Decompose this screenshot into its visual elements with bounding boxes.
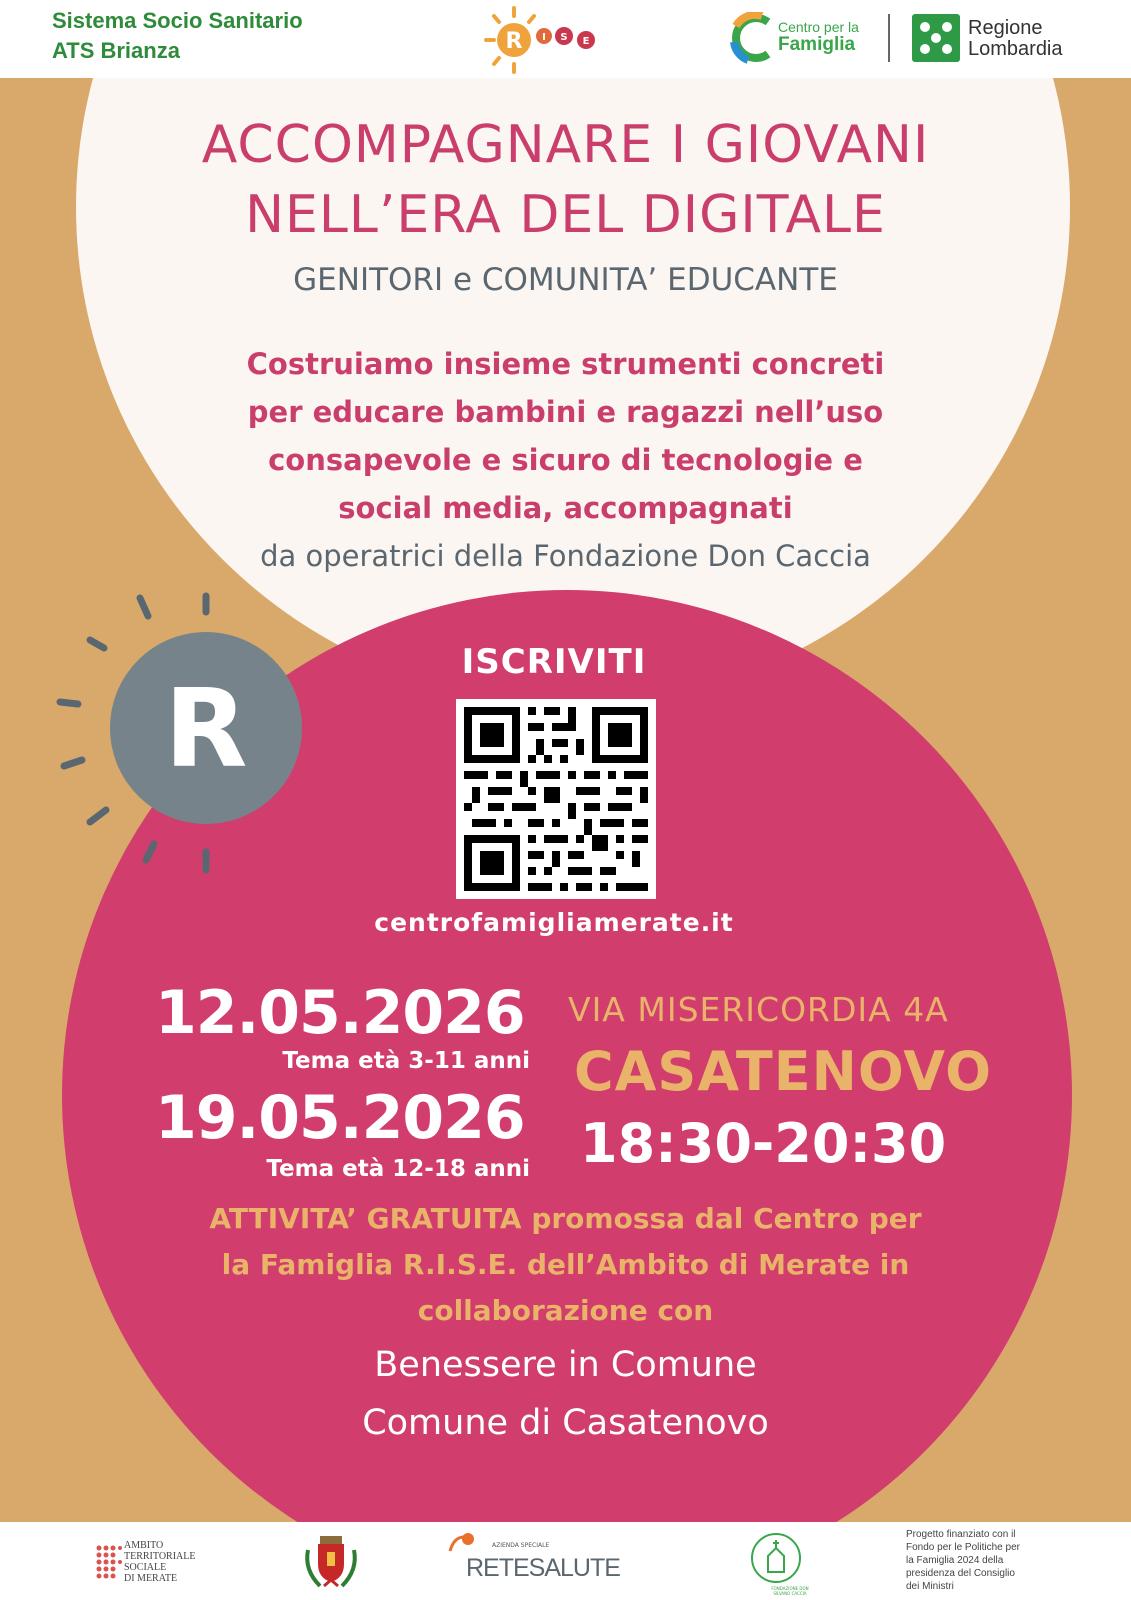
centro-famiglia-icon (728, 12, 774, 64)
rise-letter-s: S (560, 32, 568, 43)
ambito-line1: AMBITO (124, 1540, 164, 1551)
project-funding-note (906, 1528, 1056, 1593)
ambito-line2: TERRITORIALE (124, 1551, 196, 1562)
event-title (0, 110, 1131, 250)
retesalute-logo-text: RETESALUTE (466, 1554, 620, 1582)
ambito-dots-icon (96, 1545, 122, 1585)
header-divider (888, 14, 890, 62)
partners-list (0, 1336, 1131, 1452)
rise-letter-e: E (582, 36, 590, 47)
event-theme-2: Tema età 12-18 anni (266, 1156, 530, 1182)
event-theme-1: Tema età 3-11 anni (282, 1048, 530, 1074)
ambito-line3: SOCIALE (124, 1562, 167, 1573)
retesalute-swoosh-icon (446, 1531, 476, 1553)
regione-lombardia-icon (912, 14, 960, 62)
casatenovo-crest-icon (300, 1530, 362, 1592)
ambito-line4: DI MERATE (124, 1573, 178, 1584)
promo-line3: collaborazione con (417, 1294, 714, 1327)
partner-1: Benessere in Comune (374, 1345, 757, 1385)
cpf-line1: Centro per la (778, 19, 859, 35)
rise-sun-icon (56, 590, 316, 890)
retesalute-caption: AZIENDA SPECIALE (492, 1542, 550, 1549)
rise-letter-i: I (542, 32, 546, 43)
event-time: 18:30-20:30 (580, 1112, 947, 1175)
centro-famiglia-logo-text (778, 18, 859, 54)
ambito-logo-text (124, 1540, 195, 1584)
description-line2: per educare bambini e ragazzi nell’uso (247, 395, 884, 429)
register-label: ISCRIVITI (461, 642, 647, 682)
project-note-line4: presidenza del Consiglio (906, 1568, 1015, 1579)
event-description (0, 340, 1131, 580)
regione-lombardia-logo-text (968, 18, 1063, 60)
project-note-line3: la Famiglia 2024 della (906, 1555, 1004, 1566)
registration-url[interactable]: centrofamigliamerate.it (374, 908, 734, 937)
project-note-line1: Progetto finanziato con il (906, 1529, 1016, 1540)
ats-line2: ATS Brianza (52, 38, 180, 63)
sun-letter: R (164, 667, 248, 792)
promo-text (0, 1196, 1131, 1334)
cpf-line2: Famiglia (778, 34, 856, 55)
registration-qr-code[interactable] (456, 699, 656, 899)
regione-line2: Lombardia (968, 38, 1063, 60)
description-line3: consapevole e sicuro di tecnologie e (268, 443, 863, 477)
event-city: CASATENOVO (574, 1040, 993, 1103)
ats-line1: Sistema Socio Sanitario (52, 8, 303, 33)
title-line2: NELL’ERA DEL DIGITALE (245, 185, 886, 245)
partner-2: Comune di Casatenovo (362, 1403, 769, 1443)
title-line1: ACCOMPAGNARE I GIOVANI (201, 115, 930, 175)
description-line4: social media, accompagnati (338, 491, 793, 525)
project-note-line2: Fondo per le Politiche per (906, 1542, 1020, 1553)
event-date-2: 19.05.2026 (155, 1083, 525, 1153)
fondazione-church-icon (746, 1532, 806, 1588)
ats-brianza-logo (52, 6, 303, 66)
event-date-1: 12.05.2026 (155, 978, 525, 1048)
promo-line1: ATTIVITA’ GRATUITA promossa dal Centro per (209, 1202, 922, 1235)
description-line1: Costruiamo insieme strumenti concreti (246, 347, 885, 381)
event-subtitle: GENITORI e COMUNITA’ EDUCANTE (293, 262, 838, 298)
project-note-line5: dei Ministri (906, 1581, 954, 1592)
description-line5: da operatrici della Fondazione Don Caccia (260, 539, 871, 573)
qr-code-graphic (456, 699, 656, 899)
event-address: VIA MISERICORDIA 4A (568, 990, 949, 1029)
rise-letter-r: R (505, 29, 523, 54)
regione-line1: Regione (968, 17, 1043, 39)
promo-line2: la Famiglia R.I.S.E. dell’Ambito di Merate in (221, 1248, 910, 1281)
fondazione-logo-text: FONDAZIONE DON SILVANO CACCIA (771, 1586, 809, 1596)
rise-logo (480, 6, 620, 78)
